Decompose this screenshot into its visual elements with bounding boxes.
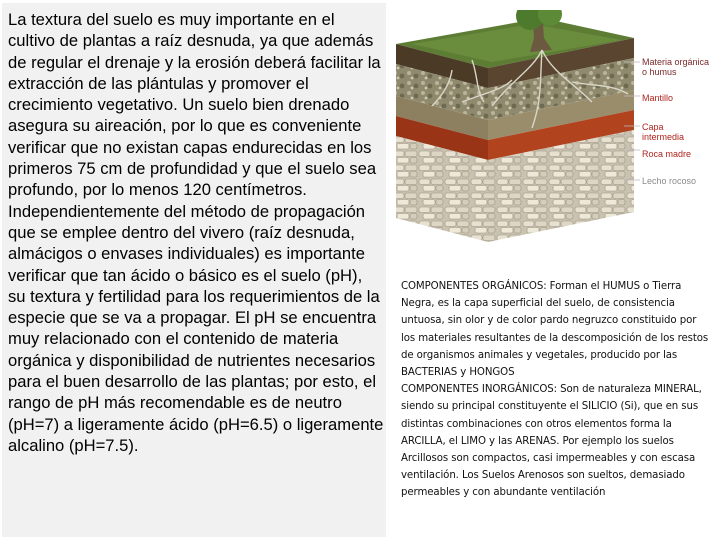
main-text-box bbox=[2, 3, 386, 537]
label-organic-matter-line2: o humus bbox=[642, 67, 677, 77]
components-box bbox=[392, 272, 718, 534]
main-paragraph: La textura del suelo es muy importante en el cultivo de plantas a raíz desnuda, ya que además de regular el drenaje y la erosión deberá facilitar la extracción de las plántulas y promover el crecimiento vegetativo. Un suelo bien drenado asegura su aireación, por lo que es conveniente verificar que no existan capas endurecidas en los primeros 75 cm de profundidad y que el suelo sea profundo, por lo menos 120 centímetros. Independientemente del método de propagación que se emplee dentro del vivero (raíz desnuda, almácigos o envases individuales) es importante verificar que tan ácido o básico es el suelo (pH), su textura y fertilidad para los requerimientos de la especie que se va a propagar. El pH se encuentra muy relacionado con el contenido de materia orgánica y disponibilidad de nutrientes necesarios para el buen desarrollo de las plantas; por esto, el rango de pH más recomendable es de neutro (pH=7) a ligeramente ácido (pH=6.5) o ligeramente alcalino (pH=7.5). bbox=[8, 10, 384, 455]
label-lecho-rocoso: Lecho rocoso bbox=[642, 176, 697, 186]
label-organic-matter bbox=[642, 57, 709, 77]
label-intermediate-layer bbox=[642, 122, 684, 142]
label-mantillo-line1: Mantillo bbox=[642, 93, 674, 103]
organic-components-text: COMPONENTES ORGÁNICOS: Forman el HUMUS o Tierra Negra, es la capa superficial del suelo, de consistencia untuosa, sin olor y de color pardo negruzco constituido por los materiales resultantes de la descomposición de los restos de organismos animales y vegetales, producido por las BACTERIAS y HONGOS bbox=[401, 281, 709, 379]
label-mantillo bbox=[642, 93, 673, 103]
label-intermediate-line2: intermedia bbox=[642, 132, 685, 142]
components-text bbox=[401, 278, 713, 502]
label-intermediate-line1: Capa bbox=[642, 122, 664, 132]
inorganic-components-text: COMPONENTES INORGÁNICOS: Son de naturaleza MINERAL, siendo su principal constituyente el SILICIO (Si), que en sus distintas combinaciones con otros elementos forma la ARCILLA, el LIMO y las ARENAS. Por ejemplo los suelos Arcillosos son compactos, casi impermeables y con escasa ventilación. Los Suelos Arenosos son sueltos, demasiado permeables y con abundante ventilación bbox=[401, 384, 702, 499]
label-organic-matter-line1: Materia orgánica bbox=[642, 57, 710, 67]
label-bedrock-mother bbox=[642, 149, 691, 159]
label-roca-madre: Roca madre bbox=[642, 149, 692, 159]
soil-layers-figure bbox=[392, 10, 712, 250]
label-rock-bed bbox=[642, 176, 696, 186]
